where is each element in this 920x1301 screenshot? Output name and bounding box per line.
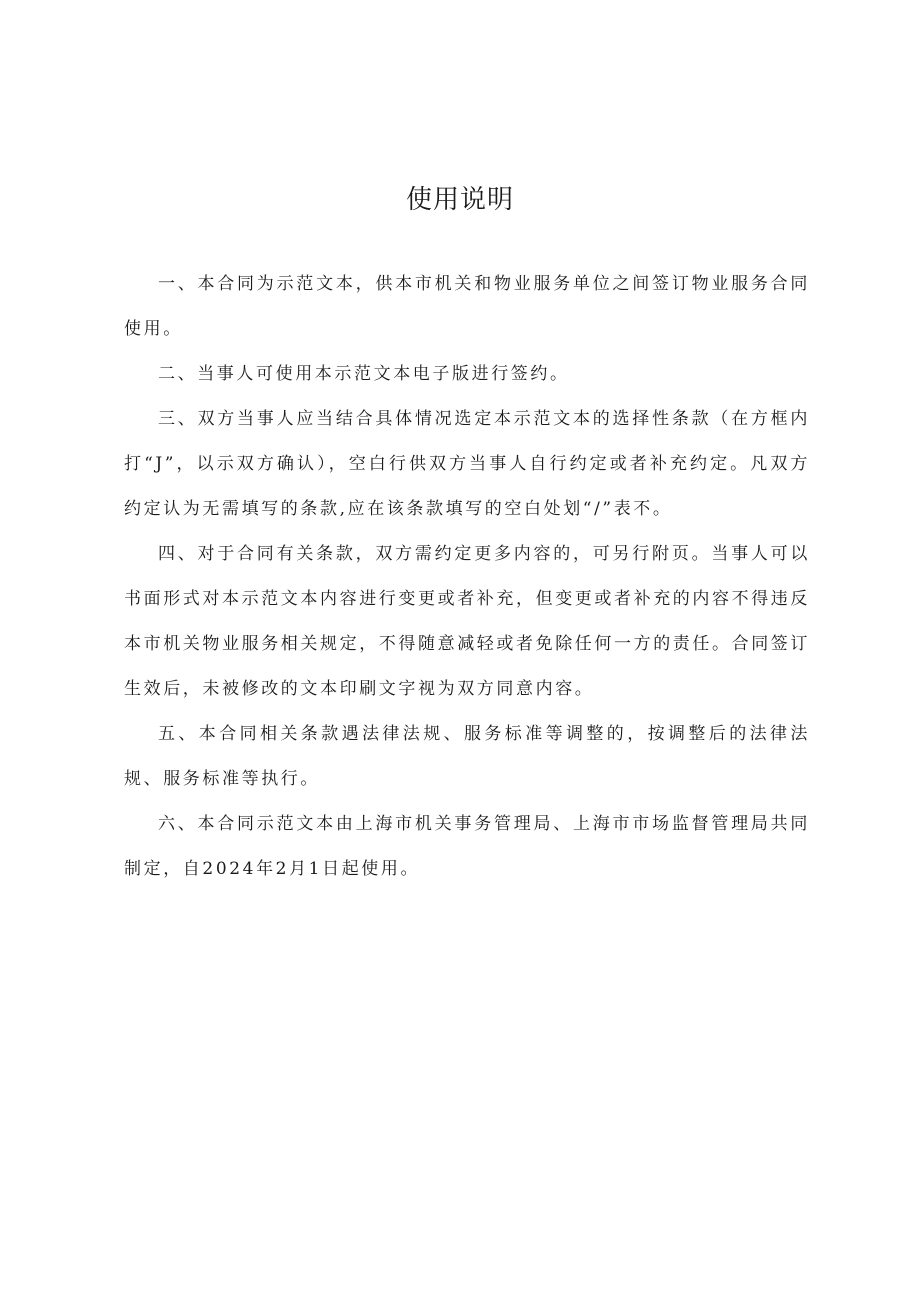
instruction-paragraph-6: 六、本合同示范文本由上海市机关事务管理局、上海市市场监督管理局共同制定，自2024年2月1日起使用。 xyxy=(124,814,810,879)
instruction-paragraph-5: 五、本合同相关条款遇法律法规、服务标准等调整的，按调整后的法律法规、服务标准等执行。 xyxy=(124,724,810,789)
instruction-paragraph-2: 二、当事人可使用本示范文本电子版进行签约。 xyxy=(158,364,570,384)
instruction-paragraph-3: 三、双方当事人应当结合具体情况选定本示范文本的选择性条款（在方框内打“J”，以示双方确认），空白行供双方当事人自行约定或者补充约定。凡双方约定认为无需填写的条款,应在该条款填写的空白处划“/”表不。 xyxy=(124,409,810,519)
page-title: 使用说明 xyxy=(405,185,514,215)
instructions-body xyxy=(124,262,810,892)
instruction-paragraph-4: 四、对于合同有关条款，双方需约定更多内容的，可另行附页。当事人可以书面形式对本示范文本内容进行变更或者补充，但变更或者补充的内容不得违反本市机关物业服务相关规定，不得随意减轻或者免除任何一方的责任。合同签订生效后，未被修改的文本印刷文字视为双方同意内容。 xyxy=(124,544,810,699)
instruction-paragraph-1: 一、本合同为示范文本，供本市机关和物业服务单位之间签订物业服务合同使用。 xyxy=(124,274,810,339)
